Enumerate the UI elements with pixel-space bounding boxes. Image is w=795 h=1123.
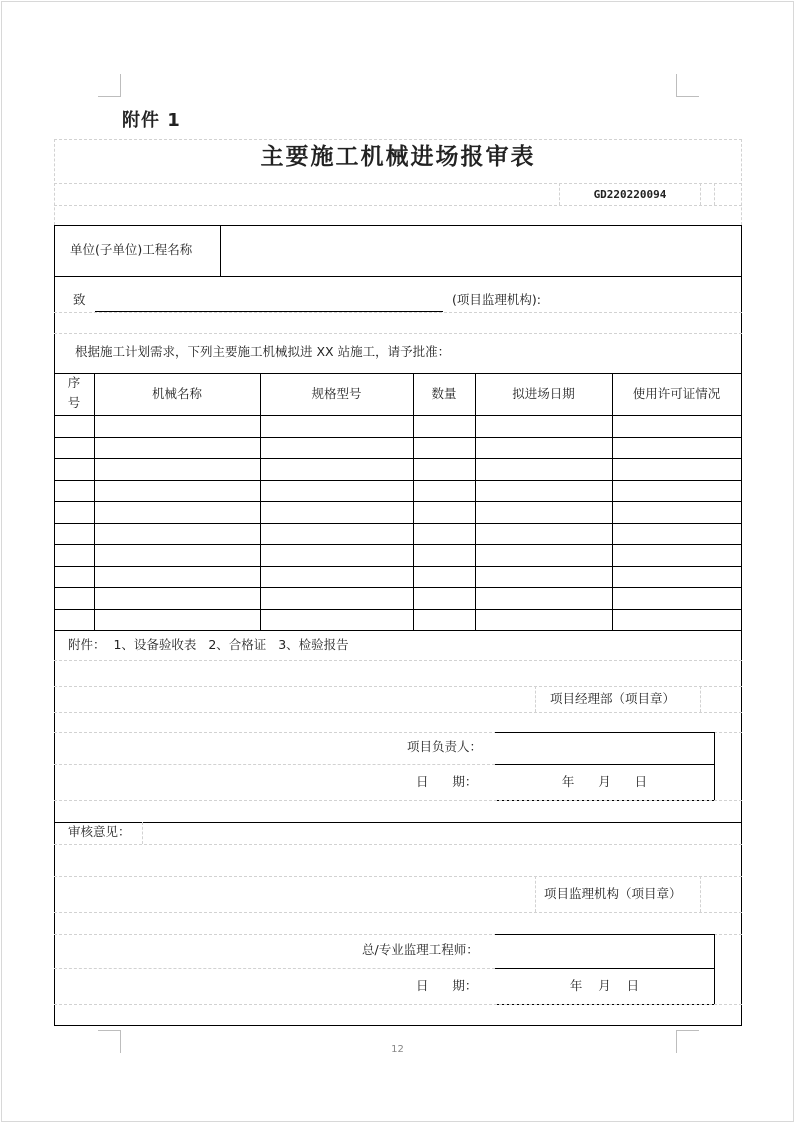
row-divider bbox=[54, 609, 742, 610]
contractor-date-value: 年 月 日 bbox=[561, 774, 648, 789]
crop-mark-top-left bbox=[98, 74, 121, 97]
cell-entry-date[interactable] bbox=[476, 437, 612, 459]
review-opinion-label: 审核意见： bbox=[68, 824, 131, 839]
cell-permit-status[interactable] bbox=[613, 501, 741, 523]
cell-quantity[interactable] bbox=[414, 458, 475, 480]
review-date-value: 年 月 日 bbox=[569, 978, 640, 993]
cell-permit-status[interactable] bbox=[613, 609, 741, 631]
table-row bbox=[54, 437, 742, 459]
cell-spec-model[interactable] bbox=[261, 544, 413, 566]
cell-permit-status[interactable] bbox=[613, 437, 741, 459]
header-seq-2: 号 bbox=[67, 395, 81, 410]
row-divider bbox=[54, 501, 742, 502]
row-divider bbox=[54, 523, 742, 524]
row-divider bbox=[54, 437, 742, 438]
cell-spec-model[interactable] bbox=[261, 587, 413, 609]
cell-seq[interactable] bbox=[55, 480, 94, 502]
cell-quantity[interactable] bbox=[414, 415, 475, 437]
cell-machine-name[interactable] bbox=[95, 437, 260, 459]
cell-entry-date[interactable] bbox=[476, 480, 612, 502]
table-row bbox=[54, 480, 742, 502]
to-suffix: (项目监理机构): bbox=[452, 292, 541, 307]
cell-seq[interactable] bbox=[55, 523, 94, 545]
cell-spec-model[interactable] bbox=[261, 437, 413, 459]
cell-spec-model[interactable] bbox=[261, 566, 413, 588]
cell-permit-status[interactable] bbox=[613, 587, 741, 609]
cell-entry-date[interactable] bbox=[476, 544, 612, 566]
cell-entry-date[interactable] bbox=[476, 566, 612, 588]
attachments-line: 附件： 1、设备验收表 2、合格证 3、检验报告 bbox=[68, 637, 349, 652]
table-row bbox=[54, 566, 742, 588]
cell-spec-model[interactable] bbox=[261, 501, 413, 523]
table-row bbox=[54, 415, 742, 437]
cell-machine-name[interactable] bbox=[95, 587, 260, 609]
row-divider bbox=[54, 458, 742, 459]
table-row bbox=[54, 458, 742, 480]
cell-entry-date[interactable] bbox=[476, 415, 612, 437]
cell-spec-model[interactable] bbox=[261, 480, 413, 502]
cell-permit-status[interactable] bbox=[613, 544, 741, 566]
cell-machine-name[interactable] bbox=[95, 544, 260, 566]
cell-seq[interactable] bbox=[55, 566, 94, 588]
cell-machine-name[interactable] bbox=[95, 523, 260, 545]
cell-quantity[interactable] bbox=[414, 480, 475, 502]
cell-quantity[interactable] bbox=[414, 501, 475, 523]
cell-spec-model[interactable] bbox=[261, 415, 413, 437]
cell-machine-name[interactable] bbox=[95, 609, 260, 631]
cell-seq[interactable] bbox=[55, 501, 94, 523]
header-spec-model: 规格型号 bbox=[311, 386, 362, 401]
project-name-label: 单位(子单位)工程名称 bbox=[70, 242, 193, 257]
cell-seq[interactable] bbox=[55, 458, 94, 480]
cell-entry-date[interactable] bbox=[476, 587, 612, 609]
cell-permit-status[interactable] bbox=[613, 458, 741, 480]
cell-permit-status[interactable] bbox=[613, 523, 741, 545]
cell-machine-name[interactable] bbox=[95, 480, 260, 502]
attachment-label: 附件 1 bbox=[122, 110, 181, 131]
cell-entry-date[interactable] bbox=[476, 458, 612, 480]
contractor-signature-line bbox=[495, 764, 714, 765]
cell-quantity[interactable] bbox=[414, 609, 475, 631]
cell-seq[interactable] bbox=[55, 544, 94, 566]
row-divider bbox=[54, 544, 742, 545]
cell-permit-status[interactable] bbox=[613, 480, 741, 502]
cell-machine-name[interactable] bbox=[95, 501, 260, 523]
header-permit-status: 使用许可证情况 bbox=[632, 386, 721, 401]
row-divider bbox=[54, 566, 742, 567]
header-quantity: 数量 bbox=[431, 386, 457, 401]
cell-spec-model[interactable] bbox=[261, 609, 413, 631]
table-row bbox=[54, 523, 742, 545]
header-machine-name: 机械名称 bbox=[151, 386, 202, 401]
header-seq-1: 序 bbox=[67, 375, 81, 390]
contractor-stamp: 项目经理部（项目章） bbox=[550, 691, 676, 706]
cell-permit-status[interactable] bbox=[613, 566, 741, 588]
cell-quantity[interactable] bbox=[414, 437, 475, 459]
request-text: 根据施工计划需求，下列主要施工机械拟进 XX 站施工，请予批准： bbox=[75, 344, 451, 359]
table-row bbox=[54, 544, 742, 566]
header-entry-date: 拟进场日期 bbox=[512, 386, 575, 401]
engineer-signer-label: 总/专业监理工程师： bbox=[362, 942, 479, 957]
document-number: GD220220094 bbox=[593, 188, 667, 201]
cell-spec-model[interactable] bbox=[261, 458, 413, 480]
cell-quantity[interactable] bbox=[414, 566, 475, 588]
row-divider bbox=[54, 480, 742, 481]
cell-seq[interactable] bbox=[55, 609, 94, 631]
cell-machine-name[interactable] bbox=[95, 415, 260, 437]
cell-entry-date[interactable] bbox=[476, 501, 612, 523]
contractor-signer-label: 项目负责人： bbox=[407, 739, 483, 754]
cell-machine-name[interactable] bbox=[95, 566, 260, 588]
cell-quantity[interactable] bbox=[414, 544, 475, 566]
cell-machine-name[interactable] bbox=[95, 458, 260, 480]
cell-quantity[interactable] bbox=[414, 587, 475, 609]
table-row bbox=[54, 587, 742, 609]
cell-spec-model[interactable] bbox=[261, 523, 413, 545]
contractor-date-label: 日 期： bbox=[416, 774, 478, 789]
cell-seq[interactable] bbox=[55, 437, 94, 459]
cell-entry-date[interactable] bbox=[476, 523, 612, 545]
cell-permit-status[interactable] bbox=[613, 415, 741, 437]
crop-mark-top-right bbox=[676, 74, 699, 97]
table-row bbox=[54, 609, 742, 631]
supervision-stamp: 项目监理机构（项目章） bbox=[544, 886, 682, 901]
to-label: 致 bbox=[73, 292, 86, 307]
table-row bbox=[54, 501, 742, 523]
review-date-label: 日 期： bbox=[416, 978, 478, 993]
form-title: 主要施工机械进场报审表 bbox=[260, 144, 536, 170]
page-number: 12 bbox=[391, 1044, 404, 1055]
row-divider bbox=[54, 587, 742, 588]
cell-seq[interactable] bbox=[55, 587, 94, 609]
engineer-signature-line bbox=[495, 968, 714, 969]
cell-entry-date[interactable] bbox=[476, 609, 612, 631]
cell-quantity[interactable] bbox=[414, 523, 475, 545]
cell-seq[interactable] bbox=[55, 415, 94, 437]
